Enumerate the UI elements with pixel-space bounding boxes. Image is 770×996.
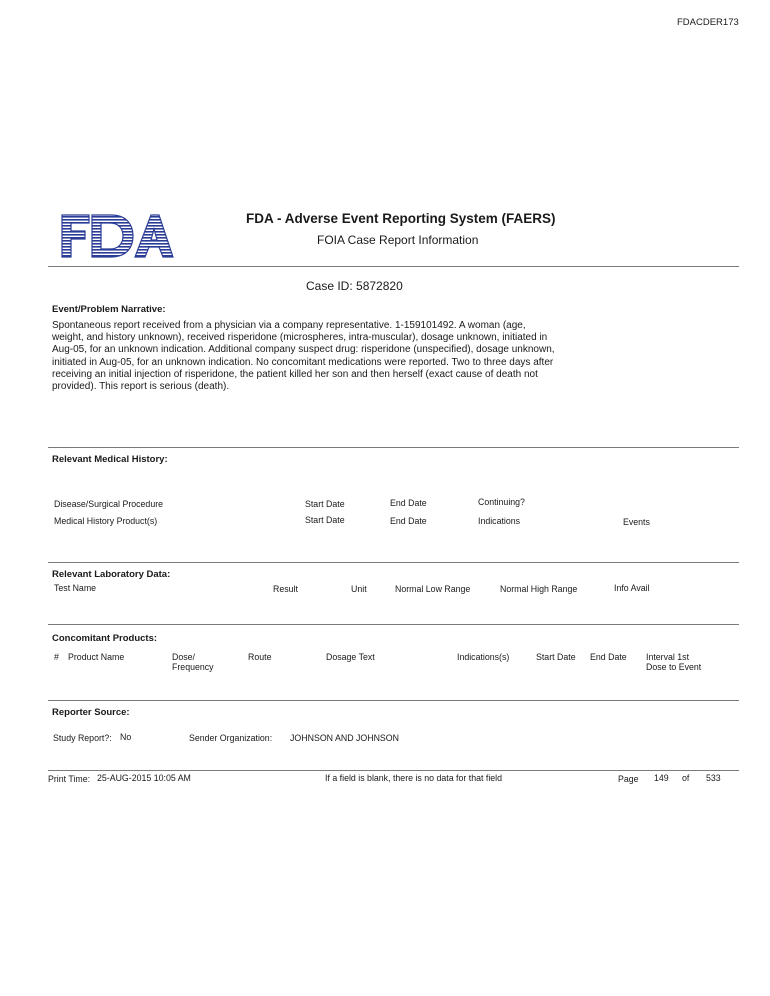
fda-logo-graphic	[55, 207, 175, 263]
footer-divider	[48, 770, 739, 771]
fda-logo	[55, 207, 175, 263]
lab-column-info-avail: Info Avail	[614, 583, 650, 593]
product-start-date-column: Start Date	[305, 515, 345, 525]
concomitant-column-number: #	[54, 652, 59, 662]
narrative-line: provided). This report is serious (death).	[52, 381, 230, 393]
case-id-value: 5872820	[356, 279, 403, 293]
narrative-line: weight, and history unknown), received risperidone (microspheres, intra-muscular), dosage unknown, initiated in	[52, 332, 548, 344]
reporter-divider	[48, 700, 739, 701]
end-date-column: End Date	[390, 498, 427, 508]
product-end-date-column: End Date	[390, 516, 427, 526]
sender-organization-label: Sender Organization:	[189, 733, 273, 743]
frequency-label-line: Frequency	[172, 662, 214, 672]
concomitant-column-end-date: End Date	[590, 652, 627, 662]
page-label: Page	[618, 774, 639, 784]
interval-label-line: Interval 1st	[646, 652, 690, 662]
page-number: 149	[654, 773, 669, 783]
narrative-line: Spontaneous report received from a physician via a company representative. 1-159101492. A woman (age,	[52, 320, 526, 331]
page-of-label: of	[682, 773, 690, 783]
print-time-label: Print Time:	[48, 774, 91, 784]
lab-column-test-name: Test Name	[54, 583, 97, 593]
medical-history-heading: Relevant Medical History:	[52, 454, 168, 465]
continuing-column: Continuing?	[478, 497, 525, 507]
concomitant-column-indications: Indications(s)	[457, 652, 510, 662]
blank-field-note: If a field is blank, there is no data for that field	[325, 773, 503, 783]
concomitant-column-route: Route	[248, 652, 272, 662]
report-title: FDA - Adverse Event Reporting System (FAERS)	[246, 211, 556, 226]
page-total: 533	[706, 773, 721, 783]
narrative-heading: Event/Problem Narrative:	[52, 304, 166, 315]
case-id-label: Case ID:	[306, 279, 353, 293]
indications-column: Indications	[478, 516, 521, 526]
lab-column-normal-low: Normal Low Range	[395, 584, 471, 594]
sender-organization-value: JOHNSON AND JOHNSON	[290, 733, 399, 743]
medical-history-divider	[48, 447, 739, 448]
concomitant-column-start-date: Start Date	[536, 652, 576, 662]
lab-data-divider	[48, 562, 739, 563]
lab-column-unit: Unit	[351, 584, 367, 594]
study-report-label: Study Report?:	[53, 733, 112, 743]
case-id	[306, 279, 403, 293]
lab-column-result: Result	[273, 584, 298, 594]
concomitant-heading: Concomitant Products:	[52, 633, 158, 644]
dose-to-event-label-line: Dose to Event	[646, 662, 702, 672]
narrative-line: receiving an initial injection of risperidone, the patient killed her son and then herself (exact cause of death not	[52, 368, 538, 380]
history-product-column: Medical History Product(s)	[54, 516, 158, 526]
start-date-column: Start Date	[305, 499, 345, 509]
concomitant-divider	[48, 624, 739, 625]
header-divider	[48, 266, 739, 267]
print-time-value: 25-AUG-2015 10:05 AM	[97, 773, 191, 783]
events-column: Events	[623, 517, 650, 527]
concomitant-column-dose	[172, 652, 214, 672]
narrative-line: Aug-05, for an unknown indication. Additional company suspect drug: risperidone (unspecified), dosage unknown,	[52, 344, 555, 356]
document-id: FDACDER173	[677, 17, 739, 28]
dose-label-line: Dose/	[172, 652, 195, 662]
lab-column-normal-high: Normal High Range	[500, 584, 578, 594]
concomitant-column-interval	[646, 652, 701, 672]
procedure-column: Disease/Surgical Procedure	[54, 499, 164, 509]
report-subtitle: FOIA Case Report Information	[317, 233, 479, 247]
narrative-text	[52, 320, 612, 393]
narrative-line: initiated in Aug-05, for an unknown indication. No concomitant medications were reported. Two to three days after	[52, 356, 554, 368]
reporter-heading: Reporter Source:	[52, 707, 130, 718]
study-report-value: No	[120, 732, 132, 742]
concomitant-column-product-name: Product Name	[68, 652, 125, 662]
lab-data-heading: Relevant Laboratory Data:	[52, 569, 171, 580]
concomitant-column-dosage-text: Dosage Text	[326, 652, 375, 662]
